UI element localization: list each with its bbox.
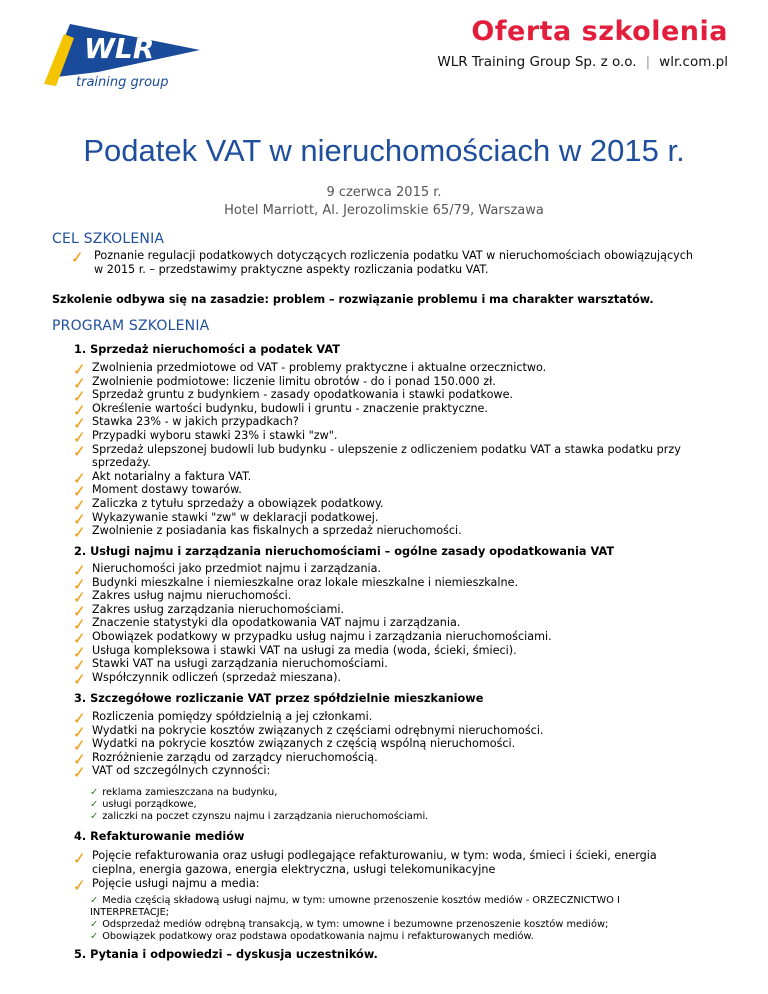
checkmark-icon: ✓: [90, 919, 99, 930]
check-bullet-icon: [74, 445, 84, 457]
check-bullet-icon: [74, 513, 84, 525]
check-bullet-icon: [74, 404, 84, 416]
s4-item-2: Pojęcie usługi najmu a media:: [92, 877, 260, 890]
check-bullet-icon: [74, 879, 84, 891]
wlr-logo: [40, 14, 220, 92]
list-item: Zwolnienie z posiadania kas fiskalnych a sprzedaż nieruchomości.: [92, 524, 462, 538]
check-bullet-icon: [74, 472, 84, 484]
cel-text-line-2: w 2015 r. – przedstawimy praktyczne aspekty rozliczania podatku VAT.: [94, 263, 489, 276]
check-bullet-icon: [74, 618, 84, 630]
list-item: Rozróżnienie zarządu od zarządcy nieruchomością.: [92, 750, 378, 764]
list-item: Znaczenie statystyki dla opodatkowania VAT najmu i zarządzania.: [92, 616, 461, 630]
check-bullet-icon: [74, 659, 84, 671]
list-item: Sprzedaż ulepszonej budowli lub budynku - ulepszenie z odliczeniem podatku VAT a stawka podatku przy: [92, 442, 681, 456]
list-item: Współczynnik odliczeń (sprzedaż mieszana).: [92, 670, 342, 684]
list-item: Rozliczenia pomiędzy spółdzielnią a jej członkami.: [92, 710, 373, 723]
list-item: Zakres usług zarządzania nieruchomościami.: [92, 602, 345, 616]
list-item: Budynki mieszkalne i niemieszkalne oraz lokale mieszkalne i niemieszkalne.: [92, 575, 519, 589]
check-bullet-icon: [74, 632, 84, 644]
list-item: Przypadki wyboru stawki 23% i stawki "zw".: [92, 429, 338, 442]
check-bullet-icon: [74, 646, 84, 658]
check-bullet-icon: [74, 673, 84, 685]
list-item: Zwolnienie podmiotowe: liczenie limitu obrotów - do i ponad 150.000 zł.: [92, 374, 496, 388]
check-bullet-icon: [74, 485, 84, 497]
website-link[interactable]: wlr.com.pl: [659, 54, 728, 70]
check-bullet-icon: [72, 251, 82, 263]
date-venue: [0, 184, 768, 220]
list-item: Wydatki na pokrycie kosztów związanych z częściami odrębnymi nieruchomości.: [92, 723, 544, 737]
list-item: Akt notarialny a faktura VAT.: [92, 469, 252, 483]
list-item: Zakres usług najmu nieruchomości.: [92, 589, 292, 603]
cel-note: Szkolenie odbywa się na zasadzie: problem – rozwiązanie problemu i ma charakter warsztatów.: [52, 293, 654, 306]
s4-sub-item: ✓ Odsprzedaż mediów odrębną transakcją, w tym: umowne i bezumowne przenoszenie kosztów mediów;: [90, 919, 609, 930]
list-item: Moment dostawy towarów.: [92, 483, 242, 497]
list-item: Zwolnienia przedmiotowe od VAT - problemy praktyczne i aktualne orzecznictwo.: [92, 361, 547, 374]
list-item-continuation: sprzedaży.: [92, 456, 151, 470]
program-section-5-title: 5. Pytania i odpowiedzi – dyskusja uczestników.: [74, 948, 378, 961]
section-cel-heading: CEL SZKOLENIA: [52, 231, 165, 247]
check-bullet-icon: [74, 578, 84, 590]
check-bullet-icon: [74, 739, 84, 751]
check-bullet-icon: [74, 377, 84, 389]
company-name: WLR Training Group Sp. z o.o.: [437, 54, 637, 70]
training-date: 9 czerwca 2015 r.: [326, 185, 442, 200]
svg-text:WLR: WLR: [84, 32, 155, 65]
check-bullet-icon: [74, 431, 84, 443]
cel-text-line-1: Poznanie regulacji podatkowych dotyczących rozliczenia podatku VAT w nieruchomościach obowiązujących: [94, 249, 694, 262]
check-bullet-icon: [74, 564, 84, 576]
list-item: Zaliczka z tytułu sprzedaży a obowiązek podatkowy.: [92, 497, 384, 510]
checkmark-icon: ✓: [90, 811, 99, 822]
list-item: Stawki VAT na usługi zarządzania nieruchomościami.: [92, 657, 388, 671]
list-item: VAT od szczególnych czynności:: [92, 764, 271, 778]
offer-title: Oferta szkolenia: [471, 16, 728, 47]
list-item: Obowiązek podatkowy w przypadku usług najmu i zarządzania nieruchomościami.: [92, 630, 552, 643]
separator: |: [645, 54, 651, 70]
s4-sub-item-cont: INTERPRETACJE;: [90, 907, 170, 918]
check-bullet-icon: [74, 712, 84, 724]
s3-sub-item: ✓ reklama zamieszczana na budynku,: [90, 787, 278, 798]
check-bullet-icon: [74, 499, 84, 511]
svg-text:training group: training group: [76, 75, 169, 90]
check-bullet-icon: [74, 417, 84, 429]
s4-item-1-line-2: cieplna, energia gazowa, energia elektryczna, usługi telekomunikacyjne: [92, 863, 496, 876]
check-bullet-icon: [74, 591, 84, 603]
s4-item-1-line-1: Pojęcie refakturowania oraz usługi podlegające refakturowaniu, w tym: woda, śmieci i ścieki, energia: [92, 849, 657, 862]
company-line: [437, 54, 728, 70]
check-bullet-icon: [74, 726, 84, 738]
checkmark-icon: ✓: [90, 931, 99, 942]
s4-sub-item: ✓ Media częścią składową usługi najmu, w tym: umowne przenoszenie kosztów mediów - ORZECZNICTWO I: [90, 895, 620, 906]
s3-sub-item: ✓ usługi porządkowe,: [90, 799, 197, 810]
s3-sub-item: ✓ zaliczki na poczet czynszu najmu i zarządzania nieruchomościami.: [90, 811, 429, 822]
list-item: Wykazywanie stawki "zw" w deklaracji podatkowej.: [92, 510, 379, 524]
program-section-3-title: 3. Szczegółowe rozliczanie VAT przez spółdzielnie mieszkaniowe: [74, 692, 484, 705]
list-item: Stawka 23% - w jakich przypadkach?: [92, 415, 299, 429]
training-venue: Hotel Marriott, Al. Jerozolimskie 65/79, Warszawa: [224, 203, 544, 218]
check-bullet-icon: [74, 753, 84, 765]
list-item: Określenie wartości budynku, budowli i gruntu - znaczenie praktyczne.: [92, 401, 488, 415]
program-section-2-title: 2. Usługi najmu i zarządzania nieruchomościami – ogólne zasady opodatkowania VAT: [74, 545, 615, 558]
check-bullet-icon: [74, 526, 84, 538]
list-item: Nieruchomości jako przedmiot najmu i zarządzania.: [92, 562, 382, 575]
check-bullet-icon: [74, 852, 84, 864]
check-bullet-icon: [74, 390, 84, 402]
checkmark-icon: ✓: [90, 895, 99, 906]
section-program-heading: PROGRAM SZKOLENIA: [52, 318, 210, 334]
training-title: Podatek VAT w nieruchomościach w 2015 r.: [83, 133, 685, 168]
program-section-1-title: 1. Sprzedaż nieruchomości a podatek VAT: [74, 343, 340, 356]
program-section-4-title: 4. Refakturowanie mediów: [74, 830, 245, 843]
check-bullet-icon: [74, 363, 84, 375]
check-bullet-icon: [74, 605, 84, 617]
s4-sub-item: ✓ Obowiązek podatkowy oraz podstawa opodatkowania najmu i refakturowanych mediów.: [90, 931, 534, 942]
list-item: Wydatki na pokrycie kosztów związanych z częścią wspólną nieruchomości.: [92, 737, 516, 751]
checkmark-icon: ✓: [90, 799, 99, 810]
list-item: Usługa kompleksowa i stawki VAT na usługi za media (woda, ścieki, śmieci).: [92, 643, 517, 657]
check-bullet-icon: [74, 766, 84, 778]
checkmark-icon: ✓: [90, 787, 99, 798]
list-item: Sprzedaż gruntu z budynkiem - zasady opodatkowania i stawki podatkowe.: [92, 388, 514, 402]
